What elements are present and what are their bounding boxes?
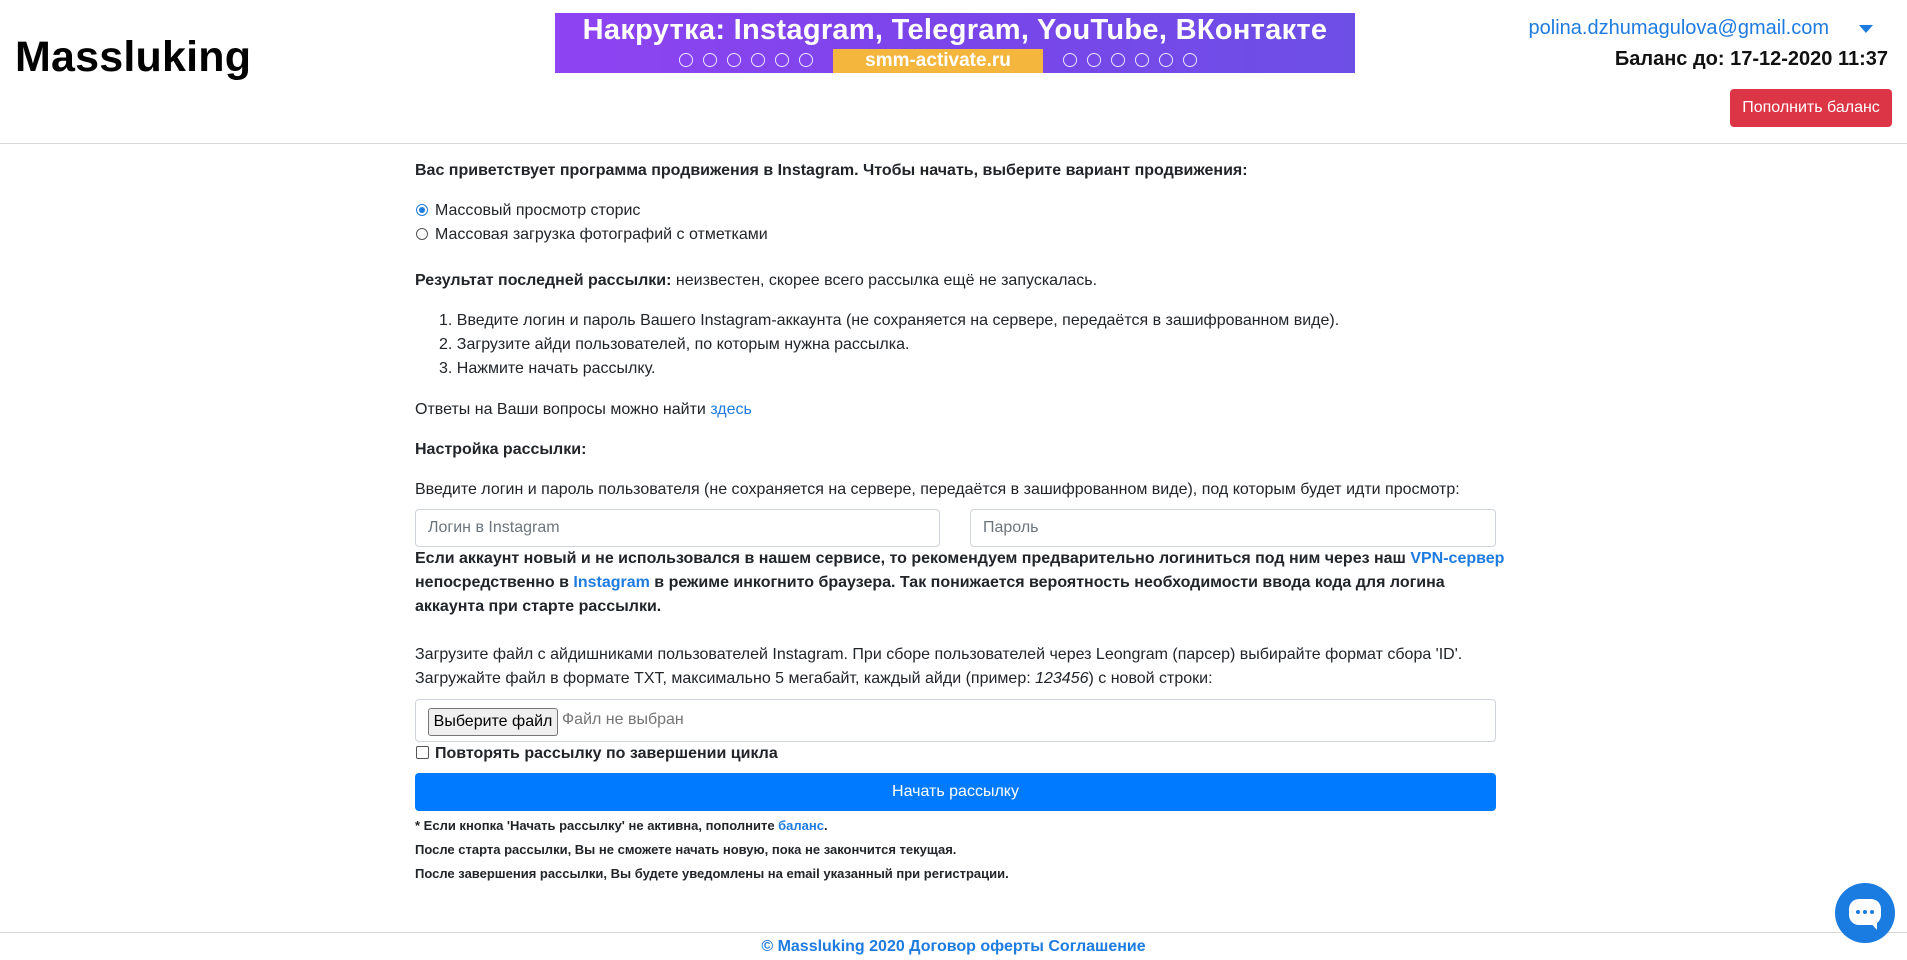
faq-line <box>415 401 752 419</box>
settings-title: Настройка рассылки: <box>415 441 587 458</box>
upload-hint-example: 123456 <box>1035 670 1089 687</box>
balance-link[interactable]: баланс <box>778 818 824 833</box>
footer-links[interactable]: © Massluking 2020 Договор оферты Соглашение <box>761 938 1146 955</box>
repeat-label[interactable]: Повторять рассылку по завершении цикла <box>435 745 778 762</box>
step-item: 2. Загрузите айди пользователей, по которым нужна рассылка. <box>439 336 910 353</box>
vpn-note-line-1 <box>415 550 1504 568</box>
note-balance <box>415 818 828 833</box>
site-logo[interactable]: Massluking <box>15 33 252 81</box>
last-result-label: Результат последней рассылки: <box>415 272 672 289</box>
chat-dot <box>1863 910 1867 914</box>
vpn-note-line-2 <box>415 574 1445 592</box>
balance-text: Баланс до: 17-12-2020 11:37 <box>1614 48 1888 70</box>
password-input[interactable] <box>970 509 1496 547</box>
telegram-icon <box>1063 53 1077 67</box>
vk-icon <box>703 53 717 67</box>
chat-dot <box>1870 910 1874 914</box>
vpn-note-line-3: аккаунта при старте рассылки. <box>415 598 662 615</box>
radio-mass-photo-upload[interactable] <box>416 228 428 240</box>
option-label-stories[interactable]: Массовый просмотр сторис <box>435 202 641 219</box>
note-email-notify: После завершения рассылки, Вы будете уведомлены на email указанный при регистрации. <box>415 866 1009 881</box>
user-menu-toggle[interactable]: polina.dzhumagulova@gmail.com <box>1528 17 1829 39</box>
file-upload-field[interactable] <box>415 699 1496 742</box>
last-result <box>415 272 1097 290</box>
login-input[interactable] <box>415 509 940 547</box>
instagram-link[interactable]: Instagram <box>573 574 650 591</box>
facebook-icon <box>727 53 741 67</box>
step-item: 3. Нажмите начать рассылку. <box>439 360 656 377</box>
chat-widget-button[interactable] <box>1835 883 1895 943</box>
chat-dot <box>1856 910 1860 914</box>
step-item: 1. Введите логин и пароль Вашего Instagram-аккаунта (не сохраняется на сервере, передаётся в зашифрованном виде). <box>439 312 1340 329</box>
repeat-checkbox[interactable] <box>416 746 429 759</box>
google-plus-icon <box>775 53 789 67</box>
option-label-photos[interactable]: Массовая загрузка фотографий с отметками <box>435 226 768 243</box>
twitter-icon <box>751 53 765 67</box>
upload-hint-text: ) с новой строки: <box>1088 670 1213 687</box>
instagram-icon <box>799 53 813 67</box>
radio-mass-story-view[interactable] <box>416 204 428 216</box>
upload-hint-1: Загрузите файл с айдишниками пользователей Instagram. При сборе пользователей через Leongram (парсер) выбирайте формат сбора 'ID'. <box>415 646 1463 663</box>
chat-icon <box>1849 899 1881 925</box>
file-status: Файл не выбран <box>562 711 684 728</box>
faq-text: Ответы на Ваши вопросы можно найти <box>415 401 711 418</box>
upload-hint-text: Загружайте файл в формате TXT, максимально 5 мегабайт, каждый айди (пример: <box>415 670 1036 687</box>
facebook-icon <box>1111 53 1125 67</box>
vk-icon <box>1087 53 1101 67</box>
banner-bottom-row <box>555 49 1355 71</box>
google-plus-icon <box>1159 53 1173 67</box>
vpn-note-text: Если аккаунт новый и не использовался в нашем сервисе, то рекомендуем предварительно логиниться под ним через наш <box>415 550 1411 567</box>
intro-text: Вас приветствует программа продвижения в Instagram. Чтобы начать, выберите вариант продвижения: <box>415 162 1248 179</box>
credentials-hint: Введите логин и пароль пользователя (не сохраняется на сервере, передаётся в зашифрованном виде), под которым будет идти просмотр: <box>415 481 1460 498</box>
instagram-icon <box>1183 53 1197 67</box>
start-mailing-button[interactable]: Начать рассылку <box>415 773 1496 811</box>
vpn-server-link[interactable]: VPN-сервер <box>1410 550 1505 567</box>
twitter-icon <box>1135 53 1149 67</box>
note-single-run: После старта рассылки, Вы не сможете начать новую, пока не закончится текущая. <box>415 842 957 857</box>
vpn-note-text: непосредственно в <box>415 574 574 591</box>
note-text: . <box>824 818 828 833</box>
banner-headline: Накрутка: Instagram, Telegram, YouTube, ВКонтакте <box>582 14 1328 46</box>
chevron-down-icon[interactable] <box>1859 25 1873 33</box>
upload-hint-2 <box>415 670 1213 688</box>
vpn-note-text: в режиме инкогнито браузера. Так понижается вероятность необходимости ввода кода для логина <box>649 574 1445 591</box>
note-text: * Если кнопка 'Начать рассылку' не активна, пополните <box>415 818 779 833</box>
footer-divider <box>0 932 1907 933</box>
last-result-value: неизвестен, скорее всего рассылка ещё не запускалась. <box>671 272 1098 289</box>
choose-file-button[interactable]: Выберите файл <box>428 708 558 736</box>
banner-domain: smm-activate.ru <box>833 49 1043 73</box>
header <box>0 0 1907 144</box>
faq-link[interactable]: здесь <box>710 401 752 418</box>
telegram-icon <box>679 53 693 67</box>
ad-banner[interactable] <box>555 13 1355 73</box>
topup-balance-button[interactable]: Пополнить баланс <box>1730 89 1892 127</box>
